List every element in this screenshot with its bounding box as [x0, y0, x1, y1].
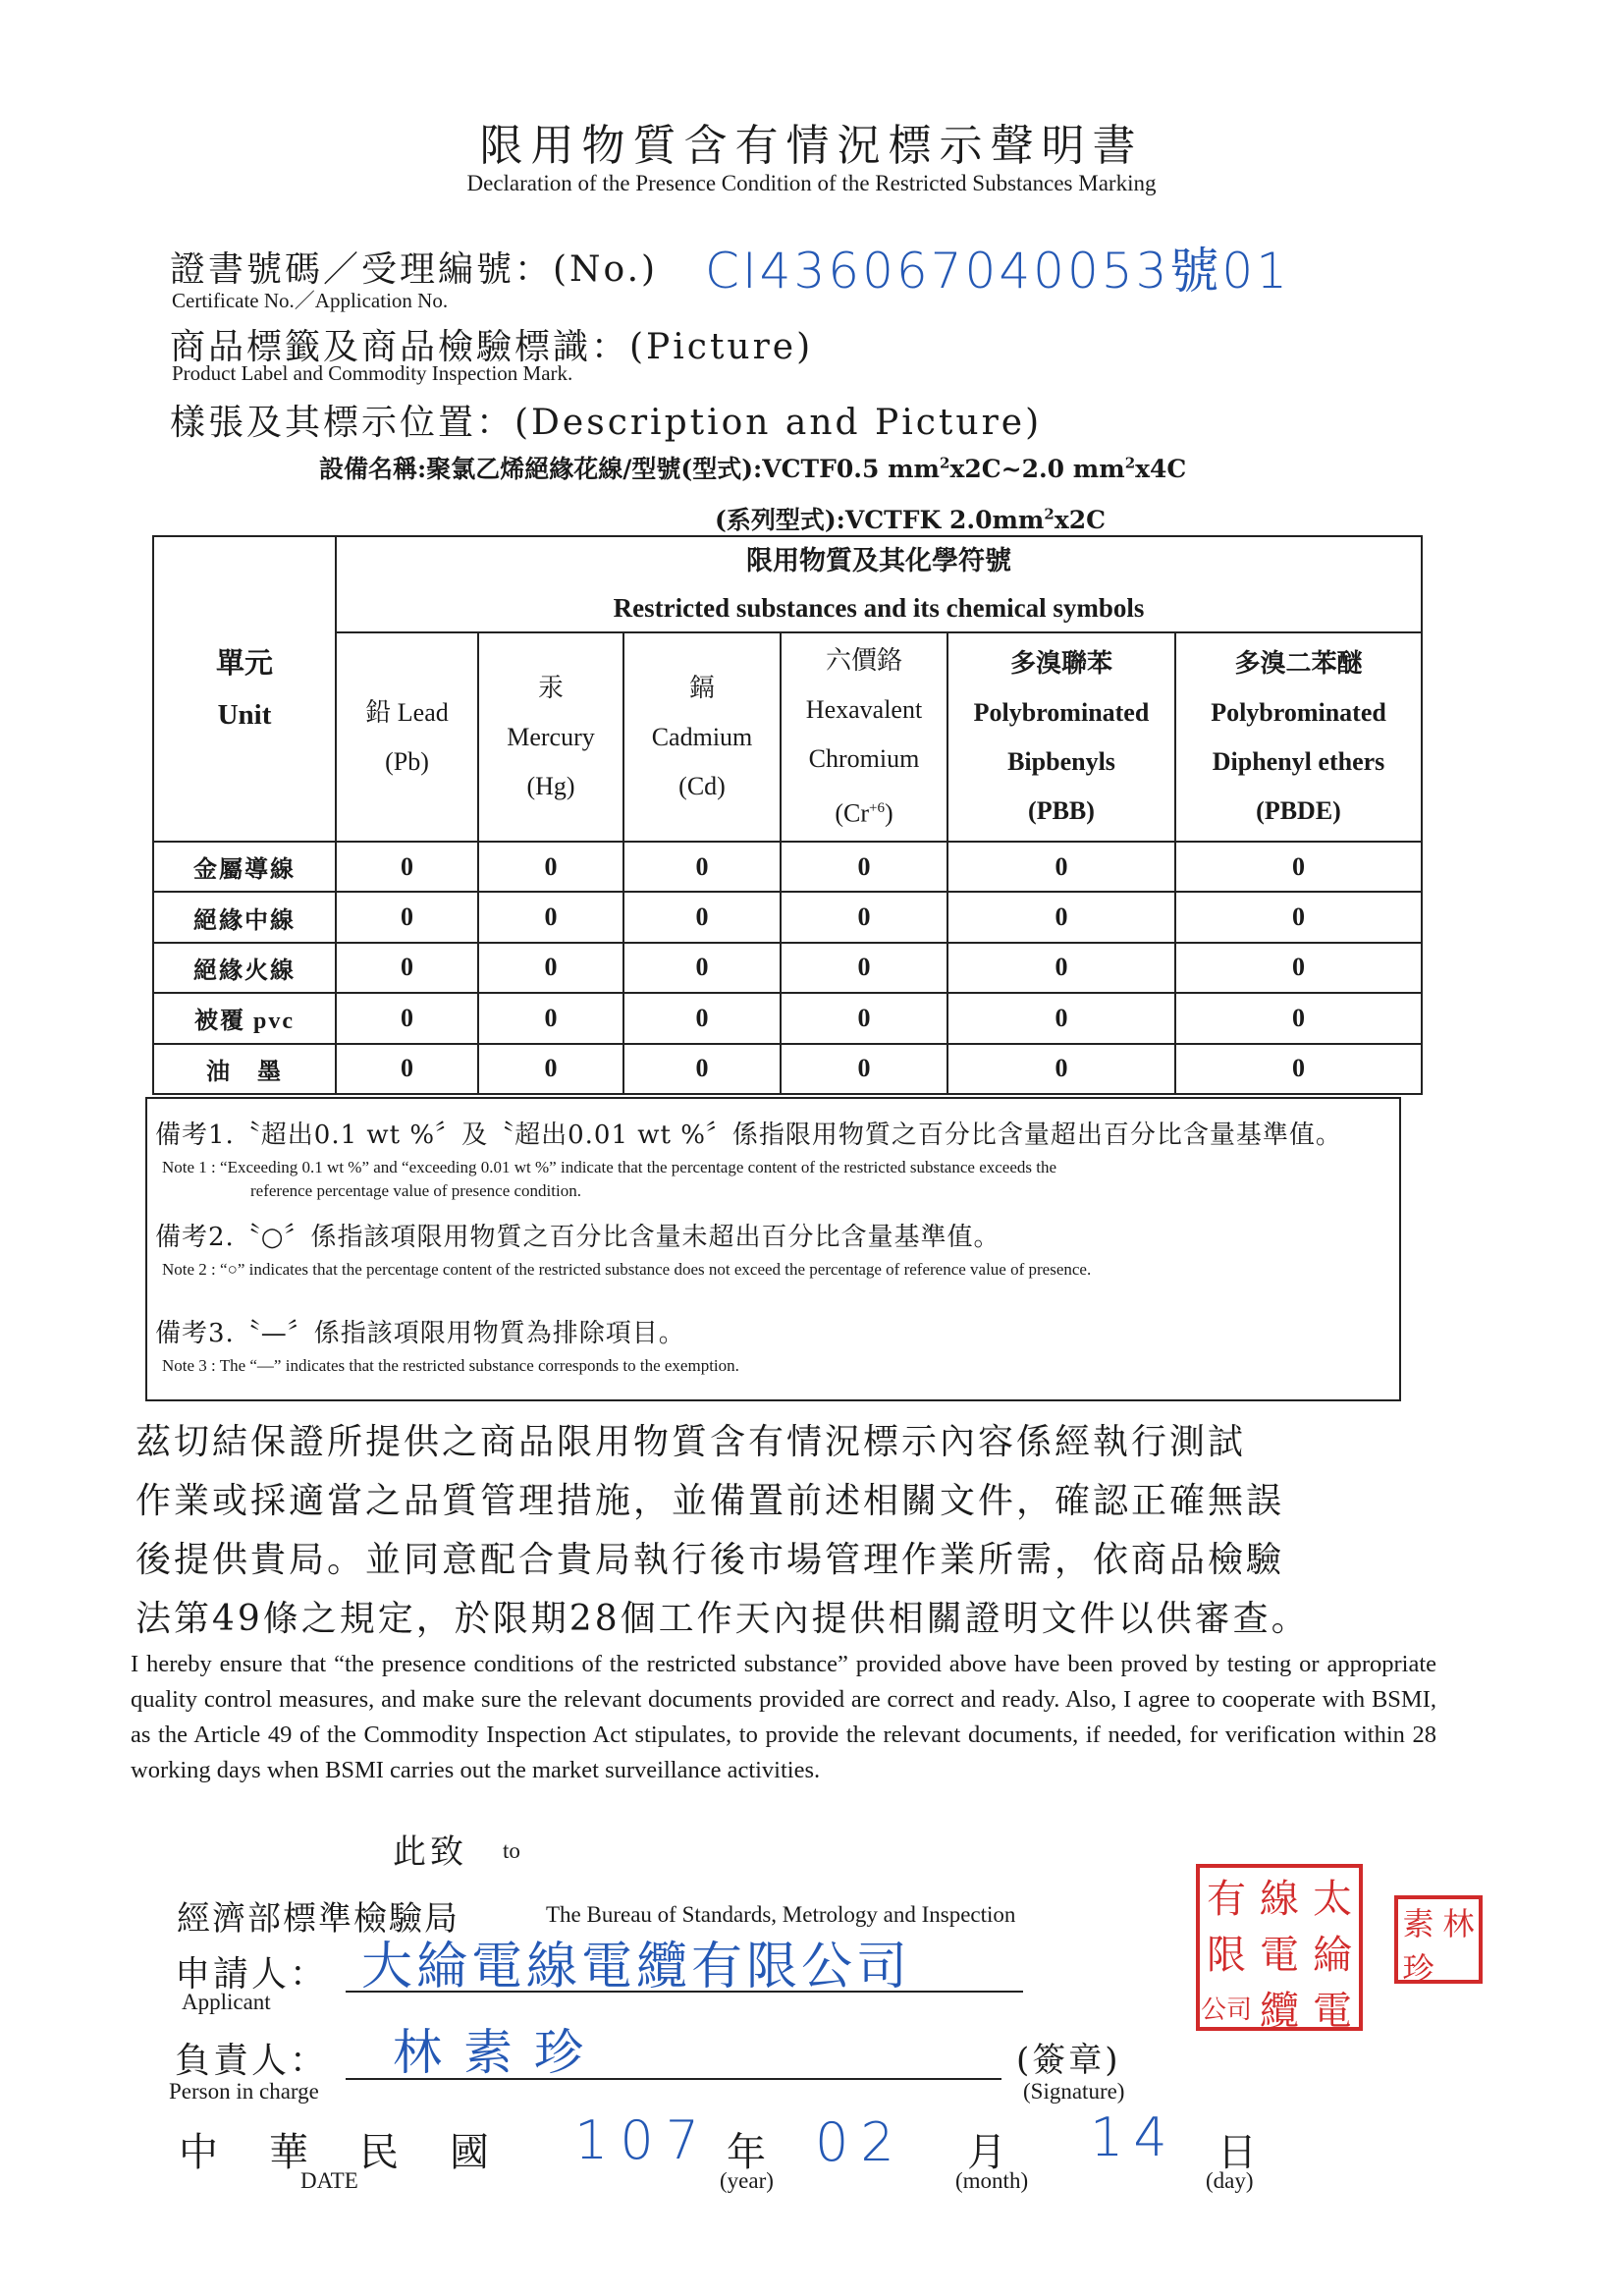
- statement-en: I hereby ensure that “the presence conditions of the restricted substance” provided above have been proved by testing or appropriate quality control measures, and make sure the relevant documents provided are correct and ready. Also, I agree to cooperate with BSMI, as the Article 49 of the Commodity Inspection Act stipulates, to provide the relevant documents, if needed, for verification within 28 working days when BSMI carries out the market surveillance activities.: [131, 1651, 1436, 1783]
- substance-header-cd: 鎘 Cadmium (Cd): [623, 632, 781, 842]
- table-row: [153, 1044, 1422, 1094]
- date-month-label: 月: [967, 2130, 1006, 2175]
- table-cell: 0: [478, 1044, 623, 1094]
- table-cell: 0: [1175, 892, 1422, 942]
- table-cell: 0: [947, 993, 1175, 1043]
- cert-number: CI436067040053號01: [705, 243, 1291, 300]
- table-cell: 0: [1175, 1044, 1422, 1094]
- table-cell: 0: [947, 943, 1175, 993]
- note-3-en: Note 3 : The “—” indicates that the restricted substance corresponds to the exemption.: [162, 1356, 739, 1375]
- note-1: 備考1.〝超出0.1 wt %〞及〝超出0.01 wt %〞係指限用物質之百分比含量超出百分比含量基準值。: [155, 1121, 1342, 1150]
- table-cell: 0: [1175, 842, 1422, 892]
- applicant-label-en: Applicant: [182, 1990, 271, 2014]
- table-cell: 0: [336, 943, 478, 993]
- cert-label: 證書號碼／受理編號：(No.): [170, 249, 659, 290]
- table-cell: 0: [336, 993, 478, 1043]
- picture-label-en: Product Label and Commodity Inspection Mark.: [172, 361, 573, 385]
- restricted-substances-table: [152, 535, 1421, 1095]
- date-label-en: DATE: [300, 2168, 358, 2193]
- date-day: 14: [1090, 2106, 1177, 2168]
- note-1-en: Note 1 : “Exceeding 0.1 wt %” and “exceeding 0.01 wt %” indicate that the percentage content of the restricted substance exceeds the: [162, 1158, 1057, 1176]
- note-3: 備考3.〝—〞係指該項限用物質為排除項目。: [155, 1319, 685, 1348]
- table-cell: 0: [1175, 993, 1422, 1043]
- row-label: 被覆 pvc: [153, 993, 336, 1043]
- bureau-name-en: The Bureau of Standards, Metrology and Inspection: [546, 1902, 1016, 1927]
- table-cell: 0: [623, 1044, 781, 1094]
- table-row: [153, 943, 1422, 993]
- company-seal: 有 線 太 限 電 綸 公司 纜 電: [1196, 1864, 1363, 2031]
- row-label: 絕緣中線: [153, 892, 336, 942]
- statement-zh-2: 作業或採適當之品質管理措施，並備置前述相關文件，確認正確無誤: [135, 1481, 1285, 1521]
- date-year: 107: [574, 2109, 712, 2171]
- table-cell: 0: [781, 1044, 947, 1094]
- date-day-label-en: (day): [1206, 2168, 1254, 2193]
- table-cell: 0: [623, 892, 781, 942]
- table-cell: 0: [623, 842, 781, 892]
- date-month-label-en: (month): [955, 2168, 1029, 2193]
- closing-to-en: to: [503, 1838, 520, 1863]
- table-row: [153, 892, 1422, 942]
- table-cell: 0: [336, 842, 478, 892]
- table-cell: 0: [478, 842, 623, 892]
- statement-zh-3: 後提供貴局。並同意配合貴局執行後市場管理作業所需，依商品檢驗: [135, 1540, 1285, 1580]
- substance-header-pbb: 多溴聯苯 Polybrominated Bipbenyls (PBB): [947, 632, 1175, 842]
- restricted-header: 限用物質及其化學符號 Restricted substances and its chemical symbols: [336, 536, 1422, 632]
- table-cell: 0: [781, 943, 947, 993]
- date-roc-label: 中 華 民 國: [179, 2130, 495, 2175]
- equipment-line-2: (系列型式):VCTFK $2.0mm^2x2C$: [715, 505, 1107, 534]
- person-seal: 素 林 珍: [1394, 1895, 1483, 1984]
- table-cell: 0: [781, 892, 947, 942]
- note-1-en-cont: reference percentage value of presence condition.: [250, 1181, 581, 1200]
- table-cell: 0: [947, 842, 1175, 892]
- substance-header-hg: 汞 Mercury (Hg): [478, 632, 623, 842]
- statement-zh-1: 茲切結保證所提供之商品限用物質含有情況標示內容係經執行測試: [135, 1422, 1247, 1462]
- applicant-value: 大綸電線電纜有限公司: [361, 1938, 912, 1996]
- table-cell: 0: [623, 993, 781, 1043]
- person-value: 林素珍: [393, 2024, 605, 2081]
- person-underline: [346, 2078, 1001, 2080]
- date-year-label-en: (year): [720, 2168, 774, 2193]
- table-cell: 0: [781, 842, 947, 892]
- note-2-en: Note 2 : “○” indicates that the percentage content of the restricted substance does not exceed the percentage of reference value of presence.: [162, 1260, 1092, 1279]
- equipment-line-1: 設備名稱:聚氯乙烯絕緣花線/型號(型式):VCTF0.5 $mm^2x2C\sim 2.0$ $mm^2x4C$: [319, 454, 1187, 483]
- date-month: 02: [815, 2111, 906, 2173]
- applicant-underline: [346, 1991, 1023, 1993]
- page-title-en: Declaration of the Presence Condition of the Restricted Substances Marking: [466, 171, 1157, 195]
- notes-box: [145, 1097, 1401, 1401]
- table-cell: 0: [478, 892, 623, 942]
- table-cell: 0: [947, 1044, 1175, 1094]
- picture-label: 商品標籤及商品檢驗標識：(Picture): [170, 327, 814, 367]
- table-cell: 0: [478, 943, 623, 993]
- table-cell: 0: [478, 993, 623, 1043]
- table-row: [153, 993, 1422, 1043]
- table-cell: 0: [947, 892, 1175, 942]
- bureau-name: 經濟部標準檢驗局: [177, 1899, 460, 1939]
- table-cell: 0: [781, 993, 947, 1043]
- person-label-en: Person in charge: [169, 2079, 319, 2104]
- signature-label: (簽章): [1016, 2041, 1121, 2080]
- cert-label-en: Certificate No.／Application No.: [172, 289, 449, 312]
- signature-label-en: (Signature): [1023, 2079, 1125, 2104]
- substance-header-pbde: 多溴二苯醚 Polybrominated Diphenyl ethers (PBDE): [1175, 632, 1422, 842]
- sample-label: 樣張及其標示位置：(Description and Picture): [170, 403, 1043, 443]
- row-label: 金屬導線: [153, 842, 336, 892]
- table-cell: 0: [623, 943, 781, 993]
- applicant-label: 申請人：: [175, 1954, 329, 1995]
- person-label: 負責人：: [175, 2041, 329, 2081]
- table-cell: 0: [336, 1044, 478, 1094]
- table-cell: 0: [1175, 943, 1422, 993]
- substance-header-cr6: 六價鉻 Hexavalent Chromium $(Cr^{+6})$: [781, 632, 947, 842]
- substance-header-pb: 鉛 Lead (Pb): [336, 632, 478, 842]
- page-title: 限用物質含有情況標示聲明書: [479, 121, 1144, 171]
- row-label: 絕緣火線: [153, 943, 336, 993]
- closing-to: 此致: [393, 1832, 467, 1872]
- unit-header: 單元 Unit: [153, 536, 336, 842]
- statement-zh-4: 法第49條之規定，於限期28個工作天內提供相關證明文件以供審查。: [135, 1599, 1310, 1639]
- note-2: 備考2.〝○〞係指該項限用物質之百分比含量未超出百分比含量基準值。: [155, 1223, 1001, 1252]
- row-label: 油 墨: [153, 1044, 336, 1094]
- table-row: [153, 842, 1422, 892]
- date-day-label: 日: [1217, 2130, 1257, 2175]
- table-cell: 0: [336, 892, 478, 942]
- date-year-label: 年: [727, 2130, 766, 2175]
